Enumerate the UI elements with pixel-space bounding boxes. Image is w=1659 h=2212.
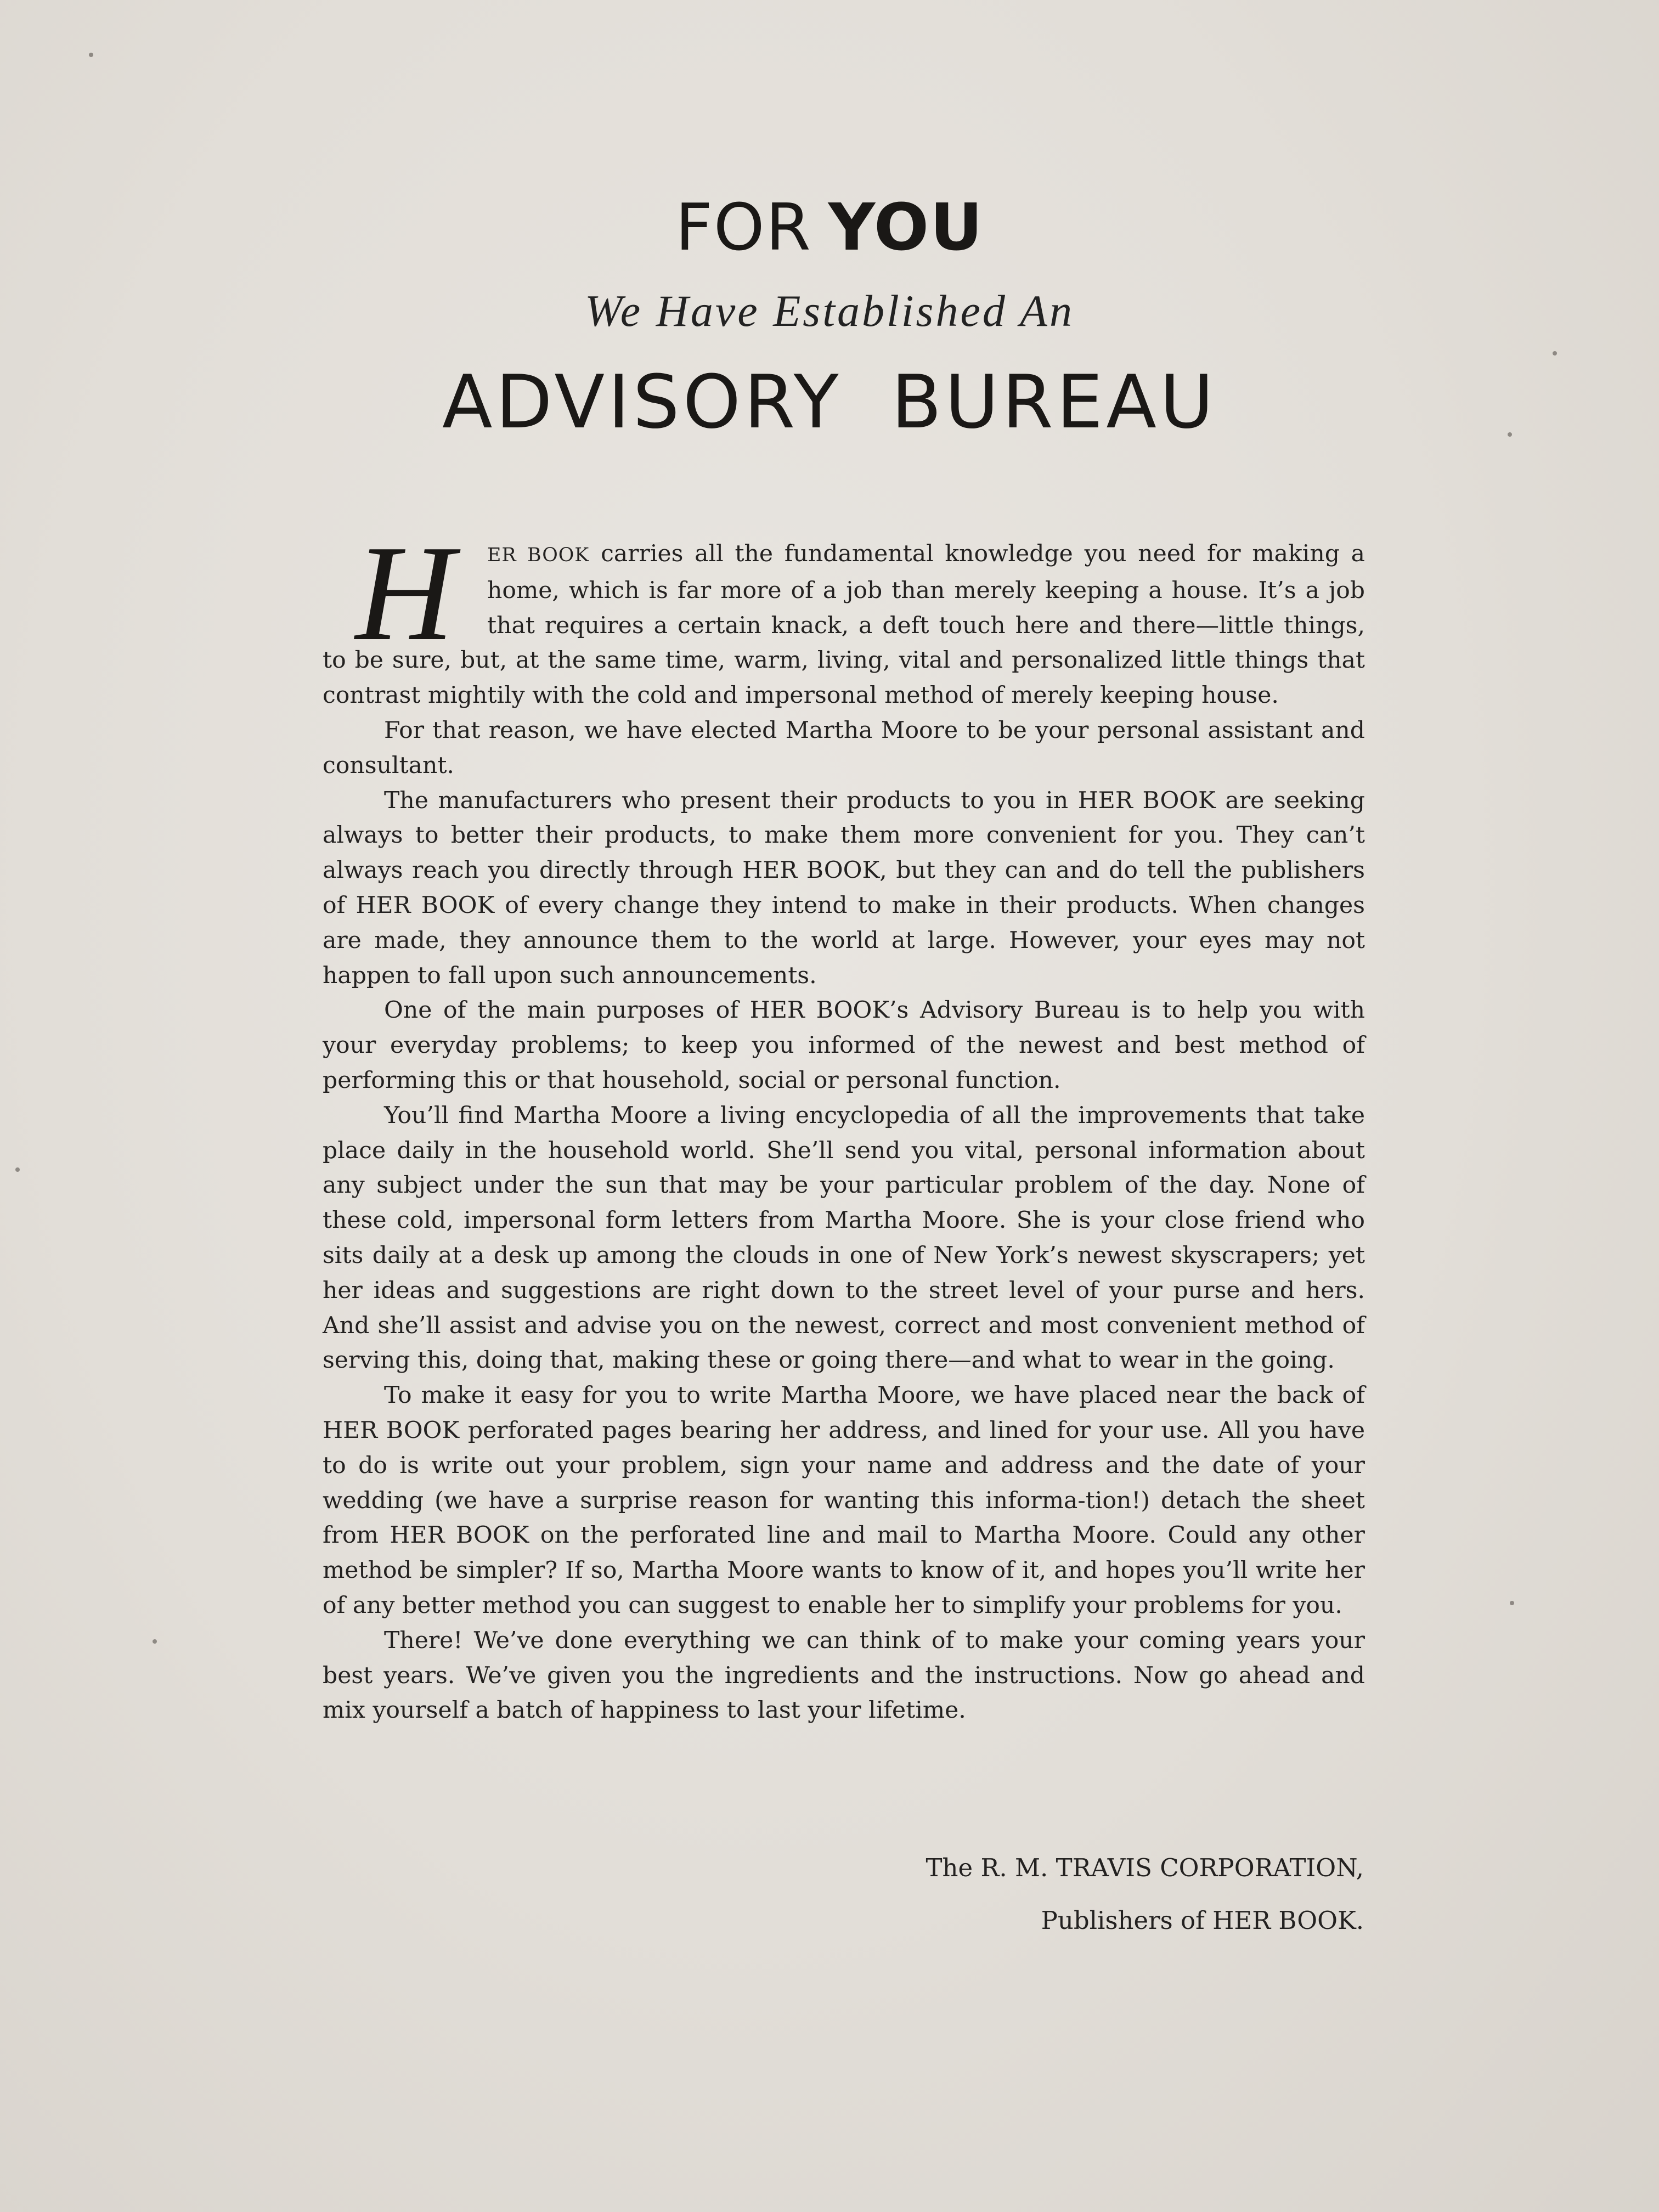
article-paragraph: There! We’ve done everything we can think of to make your coming years your best years. We’ve given you the ingredients and the instructions. Now go ahead and mix yourself a batch of happiness to last your lifetime. [323,1627,1365,1724]
article-paragraph [323,517,1365,713]
page-title [0,359,1659,445]
headline-for-you [0,189,1659,265]
article-paragraph: For that reason, we have elected Martha Moore to be your personal assistant and consultant. [323,716,1365,779]
paragraph-lead: ER BOOK [487,544,590,566]
headline-for: FOR [675,189,812,265]
paper-speck [1553,351,1557,356]
article-body [323,517,1365,1728]
paper-speck [89,53,93,57]
paragraph-text: carries all the fundamental knowledge you need for making a home, which is far more of a job than merely keeping a house. It’s a job that requires a certain knack, a deft touch here and there—little things, to be sure, but, at the same time, warm, living, vital and personalized little things that contrast mightily with the cold and impersonal method of merely keeping house. [323,540,1365,709]
signature-publishers: Publishers of HER BOOK. [1041,1906,1364,1935]
article-paragraph: One of the main purposes of HER BOOK’s Advisory Bureau is to help you with your everyday problems; to keep you informed of the newest and best method of performing this or that household, social or personal function. [323,997,1365,1094]
paper-speck [1510,1601,1514,1605]
signature-corporation: The R. M. TRAVIS CORPORATION, [926,1853,1364,1882]
article-paragraph: To make it easy for you to write Martha Moore, we have placed near the back of HER BOOK perforated pages bearing her address, and lined for your use. All you have to do is write out your problem, sign your name and address and the date of your wedding (we have a surprise reason for wanting this informa-tion!) detach the sheet from HER BOOK on the perforated line and mail to Martha Moore. Could any other method be simpler? If so, Martha Moore wants to know of it, and hopes you’ll write her of any better method you can suggest to enable her to simplify your problems for you. [323,1382,1365,1619]
headline-you: YOU [828,189,984,265]
title-word-advisory: ADVISORY [442,359,842,445]
drop-cap: H [355,517,455,669]
paper-speck [153,1639,157,1644]
article-paragraph: The manufacturers who present their products to you in HER BOOK are seeking always to better their products, to make them more convenient for you. They can’t always reach you directly through HER BOOK, but they can and do tell the publishers of HER BOOK of every change they intend to make in their products. When changes are made, they announce them to the world at large. However, your eyes may not happen to fall upon such announcements. [323,787,1365,989]
paper-speck [15,1167,20,1172]
article-paragraph: You’ll find Martha Moore a living encyclopedia of all the improvements that take place daily in the household world. She’ll send you vital, personal information about any subject under the sun that may be your particular problem of the day. None of these cold, impersonal form letters from Martha Moore. She is your close friend who sits daily at a desk up among the clouds in one of New York’s newest skyscrapers; yet her ideas and suggestions are right down to the street level of your purse and hers. And she’ll assist and advise you on the newest, correct and most convenient method of serving this, doing that, making these or going there—and what to wear in the going. [323,1102,1365,1374]
subheadline: We Have Established An [585,286,1074,336]
title-word-bureau: BUREAU [891,359,1217,445]
